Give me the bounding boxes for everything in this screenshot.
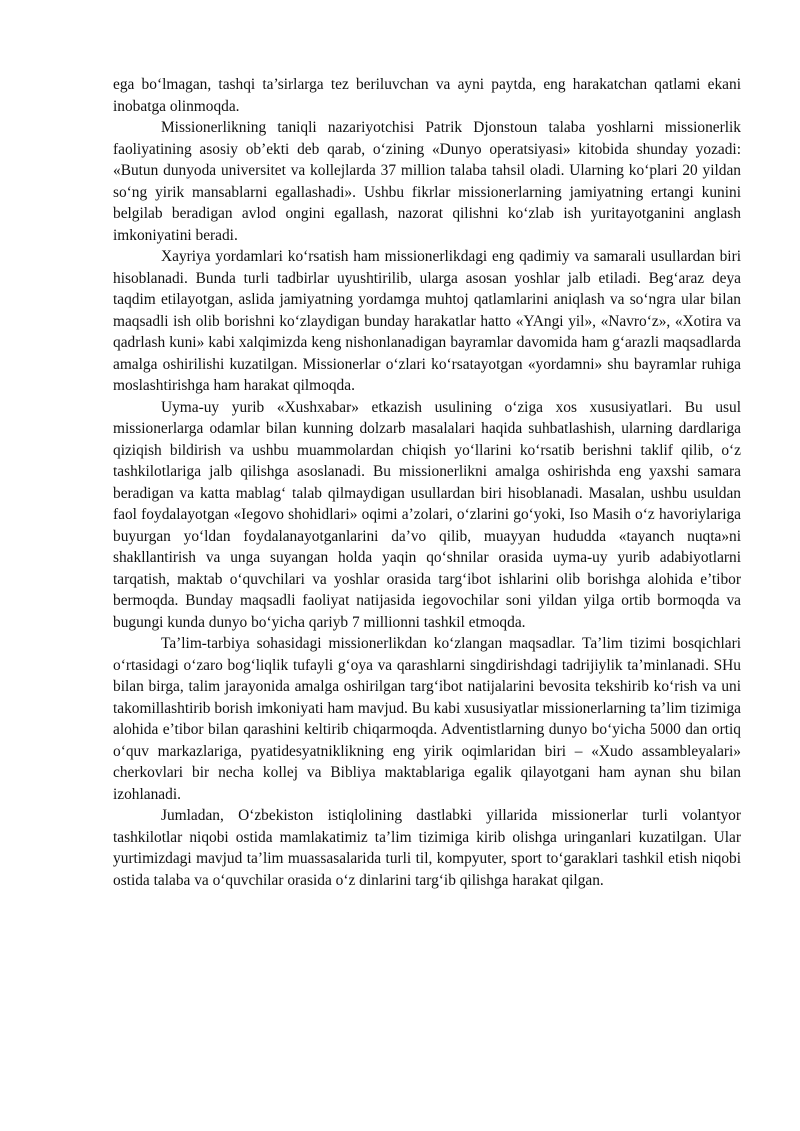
- paragraph-charity: Xayriya yordamlari ko‘rsatish ham missionerlikdagi eng qadimiy va samarali usullardan biri hisoblanadi. Bunda turli tadbirlar uyushtirilib, ularga asosan yoshlar jalb etiladi. Beg‘araz deya taqdim etilayotgan, aslida jamiyatning yordamga muhtoj qatlamlarini aniqlash va so‘ngra ular bilan maqsadli ish olib borishni ko‘zlaydigan bunday harakatlar hatto «YAngi yil», «Navro‘z», «Xotira va qadrlash kuni» kabi xalqimizda keng nishonlanadigan bayramlar davomida ham g‘arazli maqsadlarda amalga oshirilishi kuzatilgan. Missionerlar o‘zlari ko‘rsatayotgan «yordamni» shu bayramlar ruhiga moslashtirishga ham harakat qilmoqda.: [113, 248, 741, 394]
- paragraph-johnstone-quote: Missionerlikning taniqli nazariyotchisi Patrik Djonstoun talaba yoshlarni missionerlik faoliyatining asosiy ob’ekti deb qarab, o‘zining «Dunyo operatsiyasi» kitobida shunday yozadi: «Butun dunyoda universitet va kollejlarda 37 million talaba tahsil oladi. Ularning ko‘plari 20 yildan so‘ng yirik mansablarni egallashadi». Ushbu fikrlar missionerlarning jamiyatning ertangi kunini belgilab beradigan avlod ongini egallash, nazorat qilishni ko‘zlab ish yuritayotganini anglash imkoniyatini beradi.: [113, 119, 741, 244]
- paragraph-uzbekistan: Jumladan, O‘zbekiston istiqlolining dastlabki yillarida missionerlar turli volantyor tashkilotlar niqobi ostida mamlakatimiz ta’lim tizimiga kirib olishga uringanlari kuzatilgan. Ular yurtimizdagi mavjud ta’lim muassasalarida turli til, kompyuter, sport to‘garaklari tashkil etish niqobi ostida talaba va o‘quvchilar orasida o‘z dinlarini targ‘ib qilishga harakat qilgan.: [113, 807, 741, 889]
- document-page: [113, 74, 741, 891]
- paragraph-door-to-door: Uyma-uy yurib «Xushxabar» etkazish usulining o‘ziga xos xususiyatlari. Bu usul missionerlarga odamlar bilan kunning dolzarb masalalari haqida suhbatlashish, ularning dardlariga qiziqish bildirish va ushbu muammolardan chiqish yo‘llarini ko‘rsatib berishni taklif qilib, o‘z tashkilotlariga jalb qilishga asoslanadi. Bu missionerlikni amalga oshirishda eng yaxshi samara beradigan va katta mablag‘ talab qilmaydigan usullardan biri hisoblanadi. Masalan, ushbu usuldan faol foydalayotgan «Iegovo shohidlari» oqimi a’zolari, o‘zlarini go‘yoki, Iso Masih o‘z havoriylariga buyurgan yo‘ldan foydalanayotganlarini da’vo qilib, muayyan hududda «tayanch nuqta»ni shakllantirish va unga suyangan holda yaqin qo‘shnilar orasida uyma-uy yurib adabiyotlarni tarqatish, maktab o‘quvchilari va yoshlar orasida targ‘ibot ishlarini olib borishga alohida e’tibor bermoqda. Bunday maqsadli faoliyat natijasida iegovochilar soni yildan yilga ortib bormoqda va bugungi kunda dunyo bo‘yicha qariyb 7 millionni tashkil etmoqda.: [113, 398, 741, 631]
- paragraph-education-goals: Ta’lim-tarbiya sohasidagi missionerlikdan ko‘zlangan maqsadlar. Ta’lim tizimi bosqichlari o‘rtasidagi o‘zaro bog‘liqlik tufayli g‘oya va qarashlarni singdirishdagi tadrijiylik ta’minlanadi. SHu bilan birga, talim jarayonida amalga oshirilgan targ‘ibot natijalarini bevosita tekshirib ko‘rish va uni takomillashtirib borish imkoniyati ham mavjud. Bu kabi xususiyatlar missionerlarning ta’lim tizimiga alohida e’tibor bilan qarashini keltirib chiqarmoqda. Adventistlarning dunyo bo‘yicha 5000 dan ortiq o‘quv markazlariga, pyatidesyatniklikning eng yirik oqimlaridan biri – «Xudo assambleyalari» cherkovlari bir necha kollej va Bibliya maktablariga egalik qilayotgani ham aynan shu bilan izohlanadi.: [113, 635, 741, 803]
- paragraph-continuation: ega bo‘lmagan, tashqi ta’sirlarga tez beriluvchan va ayni paytda, eng harakatchan qatlami ekani inobatga olinmoqda.: [113, 76, 741, 115]
